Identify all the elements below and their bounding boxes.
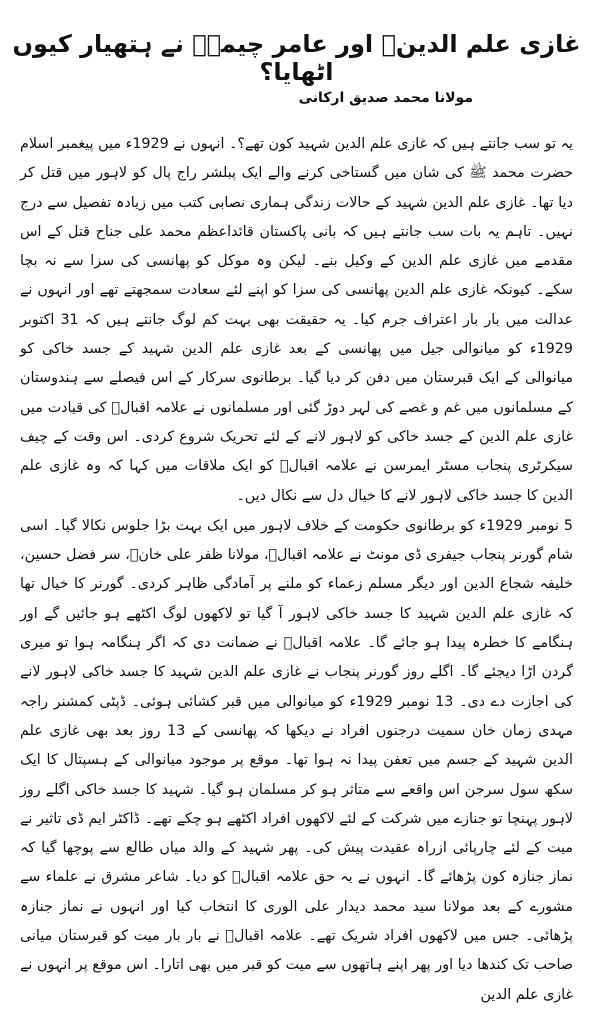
article-body <box>20 130 573 1010</box>
author-name: مولانا محمد صدیق ارکانی <box>298 90 473 106</box>
paragraph-2: 5 نومبر 1929ء کو برطانوی حکومت کے خلاف لاہور میں ایک بہت بڑا جلوس نکالا گیا۔ اسی شام گورنر پنجاب جیفری ڈی مونٹ نے علامہ اقبالؒ، مولانا ظفر علی خانؒ، سر فضل حسین، خلیفہ شجاع الدین اور دیگر مسلم زعماء کو ملنے پر آمادگی ظاہر کردی۔ گورنر کا خیال تھا کہ غازی علم الدین شہید کا جسد خاکی لاہور آ گیا تو لاکھوں لوگ اکٹھے ہو جائیں گے اور ہنگامے کا خطرہ پیدا ہو جائے گا۔ علامہ اقبالؒ نے ضمانت دی کہ اگر ہنگامہ ہوا تو میری گردن اڑا دیجئے گا۔ اگلے روز گورنر پنجاب نے غازی علم الدین شہید کا جسد خاکی لاہور لانے کی اجازت دے دی۔ 13 نومبر 1929ء کو میانوالی میں قبر کشائی ہوئی۔ ڈپٹی کمشنر راجہ مہدی زمان خان سمیت درجنوں افراد نے دیکھا کہ پھانسی کے 13 روز بعد بھی غازی علم الدین شہید کے جسم میں تعفن پیدا نہ ہوا تھا۔ موقع پر موجود میانوالی کے ہسپتال کا ایک سکھ سول سرجن اس واقعے سے متاثر ہو کر مسلمان ہو گیا۔ شہید کا جسد خاکی اگلے روز لاہور پہنچا تو جنازے میں شرکت کے لئے لاکھوں افراد اکٹھے ہو چکے تھے۔ ڈاکٹر ایم ڈی تاثیر نے میت کے لئے چارپائی ازراہ عقیدت پیش کی۔ پھر شہید کے والد میاں طالع سے پوچھا گیا کہ نماز جنازہ کون پڑھائے گا۔ انہوں نے یہ حق علامہ اقبالؒ کو دیا۔ شاعر مشرق نے علماء سے مشورے کے بعد مولانا سید محمد دیدار علی الوری کا انتخاب کیا اور انہوں نے نماز جنازہ پڑھائی۔ جس میں لاکھوں افراد شریک تھے۔ علامہ اقبالؒ نے بار بار میت کو قبرستان میانی صاحب تک کندھا دیا اور پھر اپنے ہاتھوں سے میت کو قبر میں بھی اتارا۔ اس موقع پر انہوں نے غازی علم الدین <box>20 517 573 1003</box>
article-title: غازی علم الدینؒ اور عامر چیمہؒ نے ہتھیار کیوں اٹھایا؟ <box>12 30 581 86</box>
paragraph-1: یہ تو سب جانتے ہیں کہ غازی علم الدین شہید کون تھے؟۔ انہوں نے 1929ء میں پیغمبر اسلام حضرت محمد ﷺ کی شان میں گستاخی کرنے والے ایک پبلشر راج پال کو لاہور میں قتل کر دیا تھا۔ غازی علم الدین شہید کے حالات زندگی ہماری نصابی کتب میں زیادہ تفصیل سے درج نہیں۔ تاہم یہ بات سب جانتے ہیں کہ بانی پاکستان قائداعظم محمد علی جناح قتل کے اس مقدمے میں غازی علم الدین کے وکیل بنے۔ لیکن وہ موکل کو پھانسی کی سزا سے نہ بچا سکے۔ کیونکہ غازی علم الدین پھانسی کی سزا کو اپنے لئے سعادت سمجھتے تھے اور انہوں نے عدالت میں بار بار اعتراف جرم کیا۔ یہ حقیقت بھی بہت کم لوگ جانتے ہیں کہ 31 اکتوبر 1929ء کو میانوالی جیل میں پھانسی کے بعد غازی علم الدین شہید کے جسد خاکی کو میانوالی کے ایک قبرستان میں دفن کر دیا گیا۔ برطانوی سرکار کے اس فیصلے سے ہندوستان کے مسلمانوں میں غم و غصے کی لہر دوڑ گئی اور مسلمانوں نے علامہ اقبالؒ کی قیادت میں غازی علم الدین کے جسد خاکی کو لاہور لانے کے لئے تحریک شروع کردی۔ اس وقت کے چیف سیکرٹری پنجاب مسٹر ایمرسن نے علامہ اقبالؒ کو ایک ملاقات میں کہا کہ وہ غازی علم الدین کا جسد خاکی لاہور لانے کا خیال دل سے نکال دیں۔ <box>20 136 573 504</box>
